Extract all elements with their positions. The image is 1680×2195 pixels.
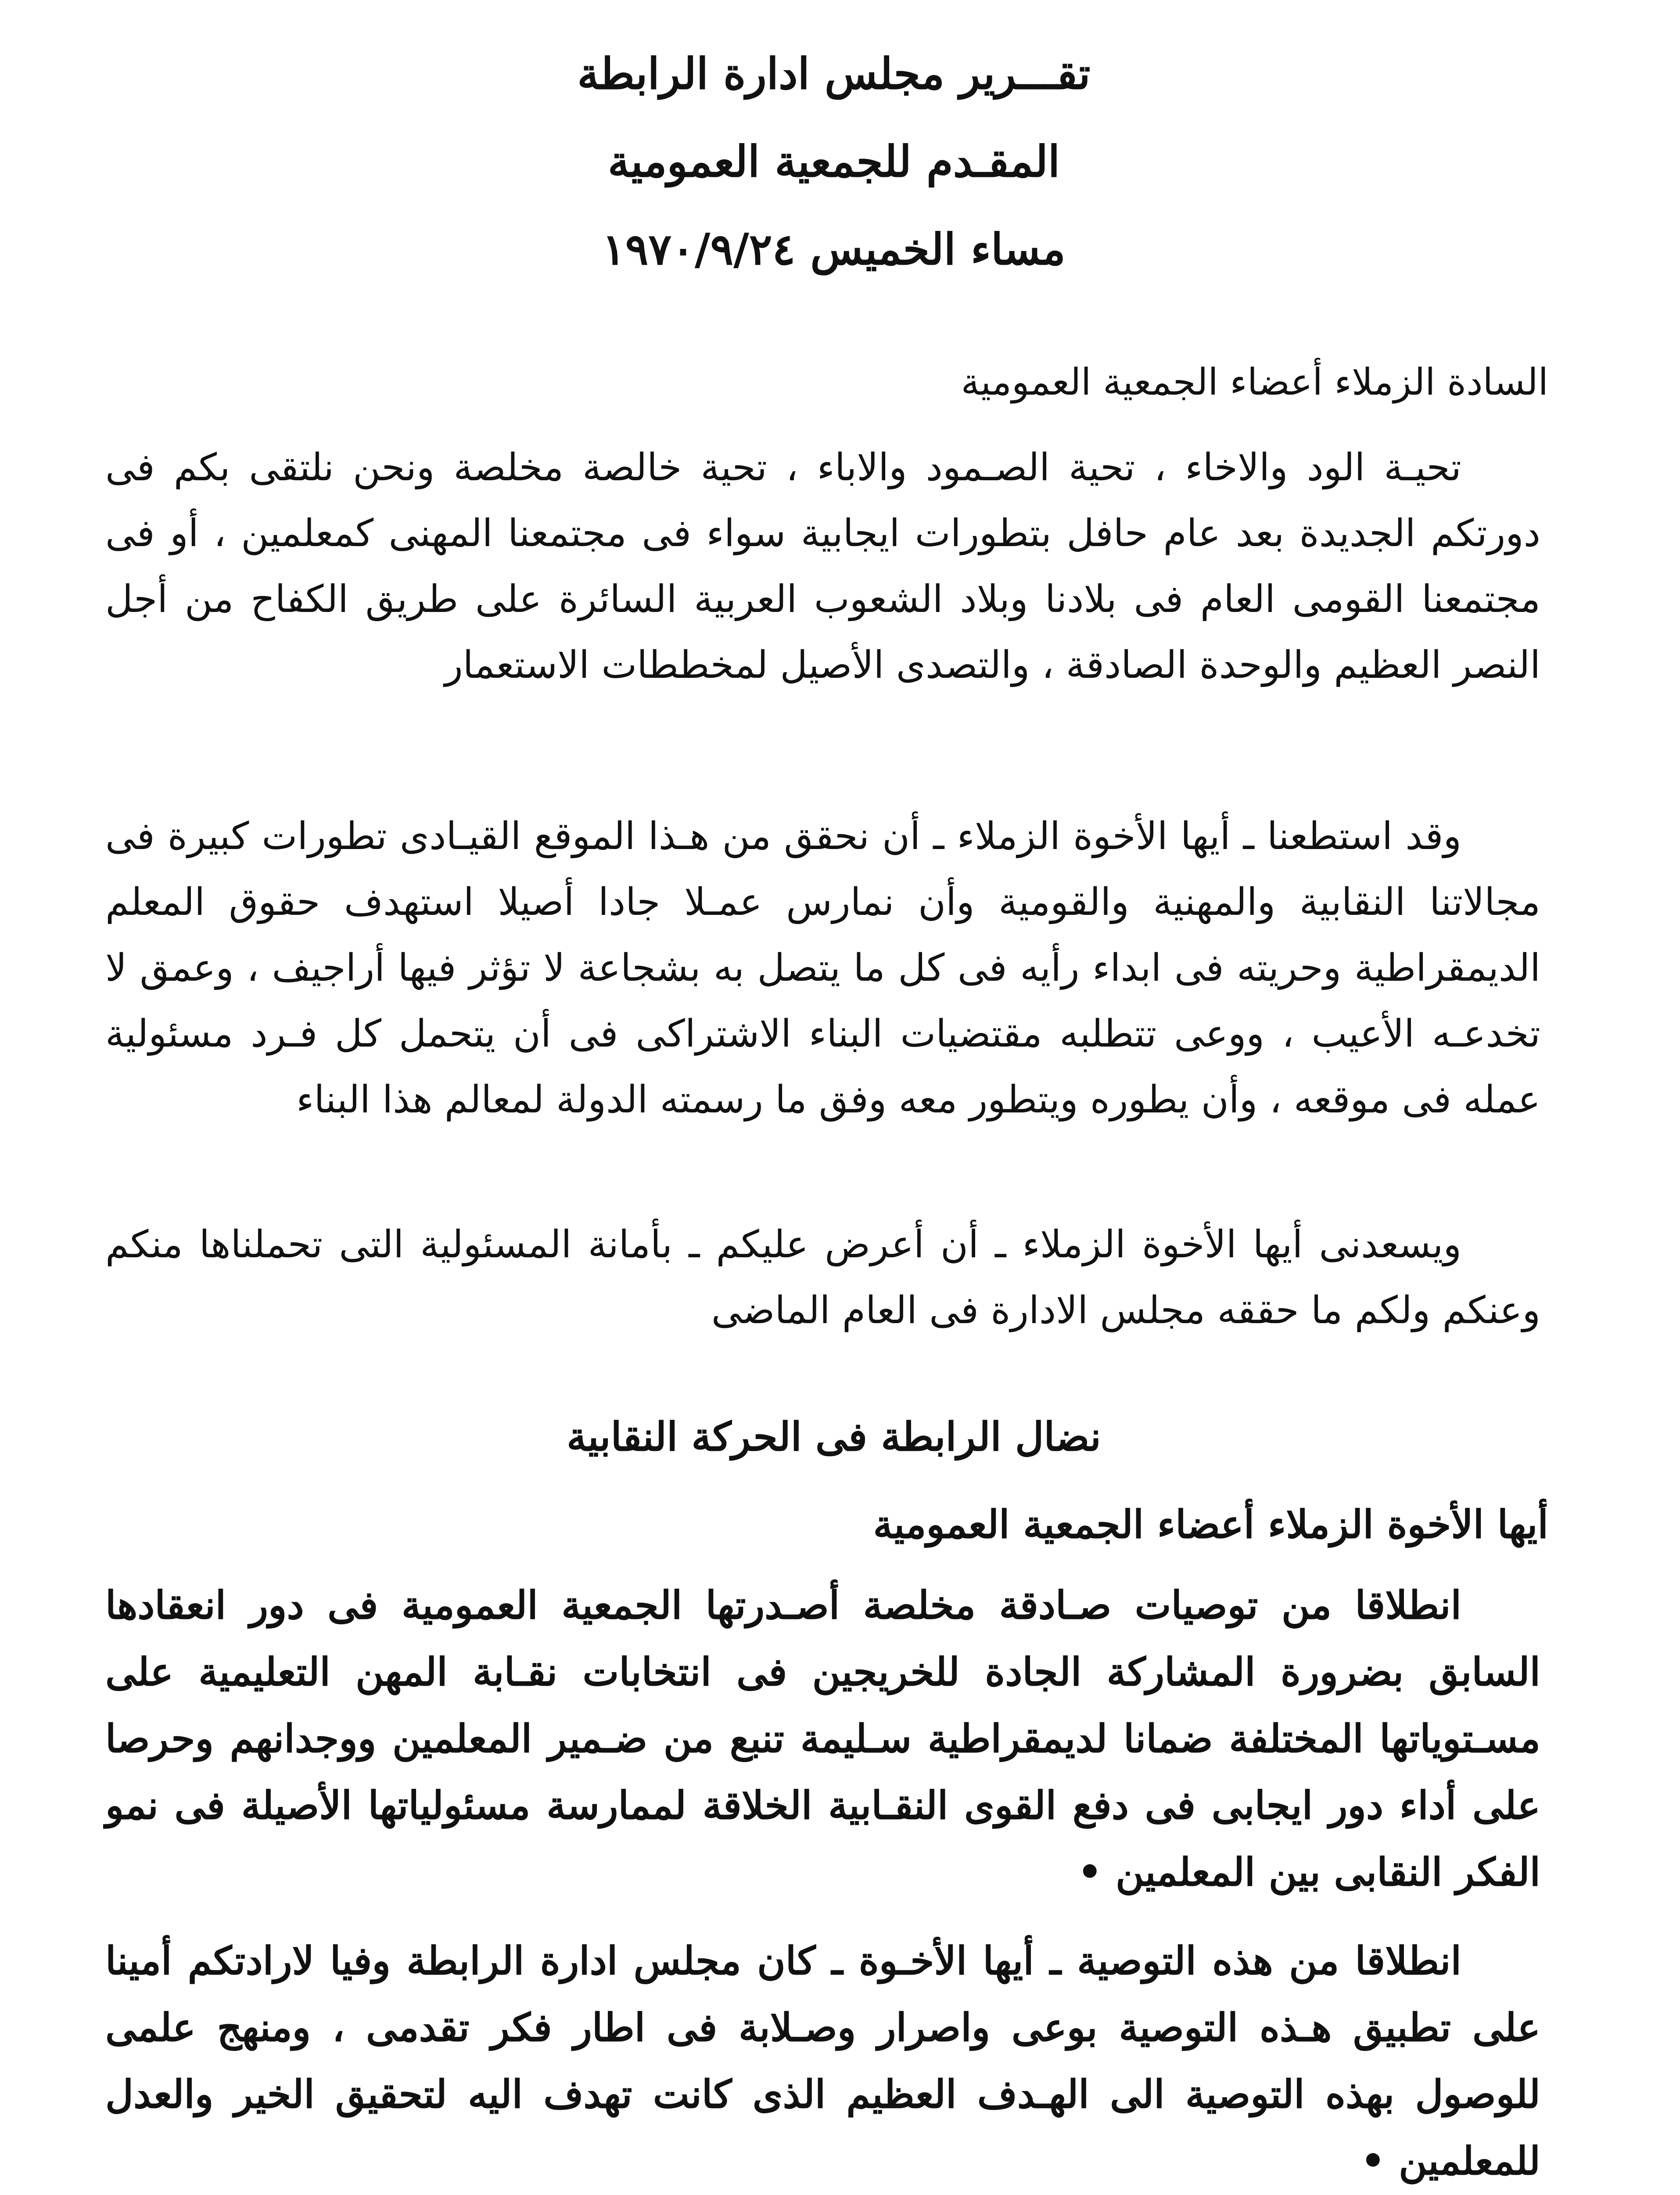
section-paragraph: انطلاقا من توصيات صـادقة مخلصة أصـدرتها الجمعية العمومية فى دور انعقادها السابق بضرورة المشاركة الجادة للخريجين فى انتخابات نقـابة المهن التعليمية على مسـتوياتها المختلفة ضمانا لديمقراطية سـليمة تنبع من ضـمير المعلمين ووجدانهم وحرصا على أداء دور ايجابى فى دفع القوى النقـابية الخلاقة لممارسة مسئولياتها الأصيلة فى نمو الفكر النقابى بين المعلمين • <box>105 1582 1540 1895</box>
intro-paragraph: وقد استطعنا ـ أيها الأخوة الزملاء ـ أن نحقق من هـذا الموقع القيـادى تطورات كبيرة فى مجالاتنا النقابية والمهنية والقومية وأن نمارس عمـلا جادا أصيلا استهدف حقوق المعلم الديمقراطية وحريته فى ابداء رأيه فى كل ما يتصل به بشجاعة لا تؤثر فيها أراجيف ، وعمق لا تخدعـه الأعيب ، ووعى تتطلبه مقتضيات البناء الاشتراكى فى أن يتحمل كل فـرد مسئولية عمله فى موقعه ، وأن يطوره ويتطور معه وفق ما رسمته الدولة لمعالم هذا البناء <box>105 814 1540 1122</box>
section-paragraph: انطلاقا من هذه التوصية ـ أيها الأخـوة ـ كان مجلس ادارة الرابطة وفيا لارادتكم أمينا على تطبيق هـذه التوصية بوعى واصرار وصـلابة فى اطار فكر تقدمى ، ومنهج علمى للوصول بهذه التوصية الى الهـدف العظيم الذى كانت تهدف اليه لتحقيق الخير والعدل للمعلمين • <box>105 1938 1540 2184</box>
salutation: السادة الزملاء أعضاء الجمعية العمومية <box>961 360 1548 403</box>
intro-paragraph: ويسعدنى أيها الأخوة الزملاء ـ أن أعرض عليكم ـ بأمانة المسئولية التى تحملناها منكم وعنكم ولكم ما حققه مجلس الادارة فى العام الماضى <box>105 1223 1540 1332</box>
report-title: تقـــرير مجلس ادارة الرابطة <box>577 49 1091 99</box>
section-title: نضال الرابطة فى الحركة النقابية <box>567 1414 1101 1460</box>
report-date: مساء الخميس ١٩٧٠/٩/٢٤ <box>602 224 1066 275</box>
section-salutation: أيها الأخوة الزملاء أعضاء الجمعية العمومية <box>873 1501 1548 1547</box>
intro-paragraph: تحيـة الود والاخاء ، تحية الصـمود والاباء ، تحية خالصة مخلصة ونحن نلتقى بكم فى دورتكم الجديدة بعد عام حافل بتطورات ايجابية سواء فى مجتمعنا المهنى كمعلمين ، أو فى مجتمعنا القومى العام فى بلادنا وبلاد الشعوب العربية السائرة على طريق الكفاح من أجل النصر العظيم والوحدة الصادقة ، والتصدى الأصيل لمخططات الاستعمار <box>105 446 1540 687</box>
report-subtitle: المقـدم للجمعية العمومية <box>607 137 1060 187</box>
